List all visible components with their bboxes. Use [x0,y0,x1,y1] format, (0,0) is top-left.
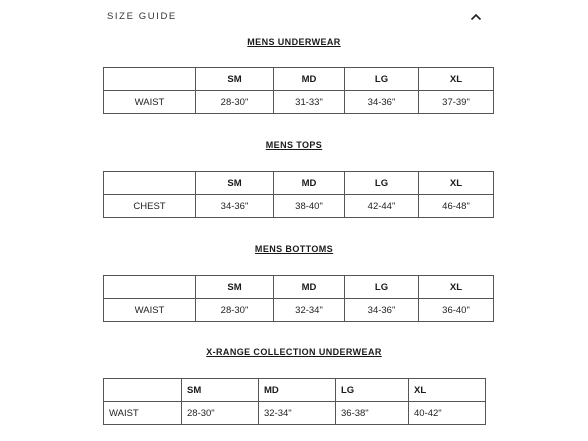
header-cell: LG [345,172,419,195]
header-cell [104,172,196,195]
size-table-mens-bottoms [103,275,494,322]
table-header-row [104,68,494,91]
header-cell: MD [274,276,345,299]
header-cell: SM [182,379,259,402]
table-header-row [104,276,494,299]
table-cell: 38-40" [274,195,345,218]
size-table-x-range-collection-underwear [103,378,486,425]
table-row [104,91,494,114]
size-table-mens-tops [103,171,494,218]
size-guide-header[interactable] [0,0,588,34]
section-title-mens-tops: MENS TOPS [265,140,323,150]
header-cell [104,379,182,402]
section-title-mens-bottoms: MENS BOTTOMS [254,244,334,254]
table-cell: 32-34" [259,402,336,425]
table-cell: 34-36" [345,299,419,322]
header-cell: XL [419,172,494,195]
section-title-mens-underwear: MENS UNDERWEAR [247,37,341,47]
row-label: WAIST [104,299,196,322]
header-cell: XL [419,68,494,91]
section-title-x-range-collection-underwear: X-RANGE COLLECTION UNDERWEAR [206,347,382,357]
table-header-row [104,379,486,402]
table-cell: 28-30" [196,91,274,114]
header-cell: XL [419,276,494,299]
table-cell: 36-40" [419,299,494,322]
table-cell: 34-36" [196,195,274,218]
size-table-mens-underwear [103,67,494,114]
header-cell: SM [196,172,274,195]
header-cell: MD [274,172,345,195]
table-cell: 36-38" [336,402,409,425]
header-cell: SM [196,276,274,299]
header-cell: XL [409,379,486,402]
header-cell [104,68,196,91]
header-cell: MD [274,68,345,91]
table-cell: 37-39" [419,91,494,114]
row-label: WAIST [104,402,182,425]
table-cell: 31-33" [274,91,345,114]
table-row [104,402,486,425]
table-header-row [104,172,494,195]
header-cell [104,276,196,299]
table-cell: 40-42" [409,402,486,425]
header-cell: SM [196,68,274,91]
table-cell: 28-30" [196,299,274,322]
table-cell: 34-36" [345,91,419,114]
header-cell: LG [345,68,419,91]
table-cell: 46-48" [419,195,494,218]
row-label: CHEST [104,195,196,218]
header-cell: MD [259,379,336,402]
table-row [104,299,494,322]
table-cell: 42-44" [345,195,419,218]
chevron-up-icon[interactable] [470,12,482,22]
table-row [104,195,494,218]
header-cell: LG [336,379,409,402]
table-cell: 28-30" [182,402,259,425]
header-cell: LG [345,276,419,299]
size-guide-title: SIZE GUIDE [107,11,177,22]
row-label: WAIST [104,91,196,114]
table-cell: 32-34" [274,299,345,322]
